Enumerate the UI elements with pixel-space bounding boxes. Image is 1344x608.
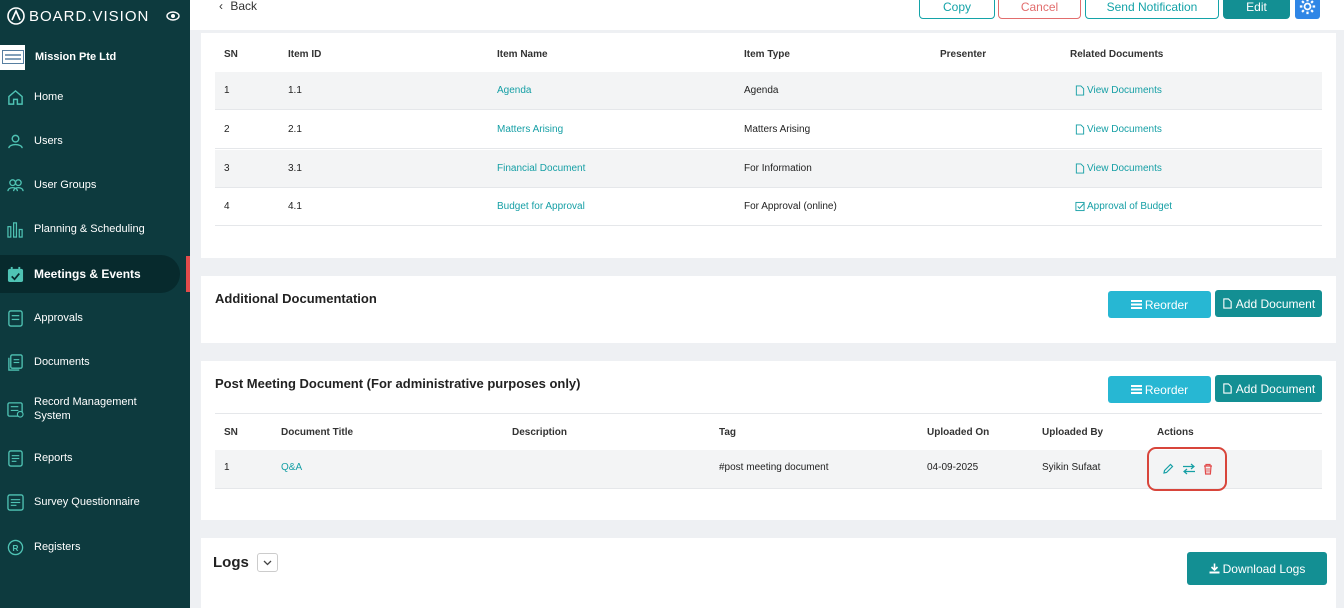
view-documents-label: View Documents: [1087, 163, 1162, 174]
column-header-sn: SN: [224, 427, 238, 438]
view-documents-link[interactable]: [1075, 163, 1162, 174]
table-row: [215, 72, 1322, 110]
row-item-name-link[interactable]: Financial Document: [497, 163, 586, 174]
edit-button[interactable]: Edit: [1223, 0, 1290, 19]
sidebar-item-reports[interactable]: [0, 439, 180, 477]
sidebar-item-label: Planning & Scheduling: [34, 223, 145, 235]
row-item-type: Matters Arising: [744, 124, 811, 135]
sidebar-item-approvals[interactable]: [0, 299, 180, 337]
agenda-items-card: [201, 33, 1336, 258]
row-item-id: 4.1: [288, 201, 302, 212]
sidebar-item-users[interactable]: [0, 122, 180, 160]
row-uploaded-on: 04-09-2025: [927, 462, 979, 473]
row-sn: 4: [224, 201, 230, 212]
add-document-label: Add Document: [1235, 296, 1316, 311]
logs-title: Logs: [213, 554, 249, 571]
view-documents-link[interactable]: [1075, 85, 1162, 96]
file-icon: [1075, 163, 1085, 174]
sidebar-item-label: Reports: [34, 452, 73, 464]
approval-icon: [7, 310, 24, 327]
row-item-name-link[interactable]: Agenda: [497, 85, 532, 96]
post-meeting-document-card: [201, 361, 1336, 520]
back-label: Back: [230, 0, 258, 13]
table-row: [215, 111, 1322, 149]
view-documents-label: View Documents: [1087, 85, 1162, 96]
sidebar-item-planning[interactable]: [0, 210, 180, 248]
brand-name: BOARD.VISION: [29, 7, 150, 25]
download-logs-label: Download Logs: [1222, 561, 1306, 576]
row-uploaded-by: Syikin Sufaat: [1042, 462, 1101, 473]
sidebar-item-record-management[interactable]: [0, 388, 180, 430]
column-header-item-type: Item Type: [744, 49, 790, 60]
document-title-link[interactable]: Q&A: [281, 462, 303, 473]
file-icon: [1222, 383, 1233, 394]
replace-arrows-icon[interactable]: [1182, 463, 1196, 475]
settings-button[interactable]: [1295, 0, 1320, 19]
column-header-document-title: Document Title: [281, 427, 354, 438]
row-item-type: For Information: [744, 163, 812, 174]
list-icon: [1131, 299, 1142, 310]
row-tag: #post meeting document: [719, 462, 829, 473]
sidebar-item-label: Documents: [34, 356, 90, 368]
divider: [215, 413, 1322, 414]
send-notification-button[interactable]: Send Notification: [1085, 0, 1219, 19]
sidebar: [0, 0, 190, 608]
column-header-sn: SN: [224, 49, 238, 60]
home-icon: [7, 89, 24, 106]
add-document-label: Add Document: [1235, 381, 1316, 396]
user-icon: [7, 133, 24, 150]
organization[interactable]: [0, 44, 190, 70]
row-item-id: 3.1: [288, 163, 302, 174]
reorder-button[interactable]: [1108, 291, 1211, 318]
table-row: [215, 150, 1322, 188]
reports-icon: [7, 450, 24, 467]
org-logo-icon: [2, 50, 24, 64]
column-header-description: Description: [512, 427, 568, 438]
user-group-icon: [7, 177, 24, 194]
sidebar-item-label: User Groups: [34, 179, 97, 191]
back-link[interactable]: ‹ Back: [219, 0, 258, 13]
row-item-id: 2.1: [288, 124, 302, 135]
org-name: Mission Pte Ltd: [35, 51, 117, 63]
trash-icon[interactable]: [1202, 463, 1214, 475]
sidebar-item-documents[interactable]: [0, 343, 180, 381]
view-documents-label: View Documents: [1087, 124, 1162, 135]
row-sn: 3: [224, 163, 230, 174]
row-item-type: For Approval (online): [744, 201, 837, 212]
column-header-related-documents: Related Documents: [1070, 49, 1164, 60]
column-header-uploaded-on: Uploaded On: [927, 427, 990, 438]
column-header-item-id: Item ID: [288, 49, 322, 60]
row-item-type: Agenda: [744, 85, 779, 96]
eye-toggle-icon[interactable]: [166, 9, 180, 23]
calendar-check-icon: [7, 266, 24, 283]
view-documents-link[interactable]: [1075, 124, 1162, 135]
row-sn: 1: [224, 85, 230, 96]
row-sn: 2: [224, 124, 230, 135]
brand-logo-icon: [6, 6, 26, 26]
org-logo: [0, 45, 25, 70]
sidebar-item-label: Registers: [34, 541, 81, 553]
row-sn: 1: [224, 462, 230, 473]
reorder-label: Reorder: [1144, 382, 1189, 397]
row-item-id: 1.1: [288, 85, 302, 96]
sidebar-item-label: Approvals: [34, 312, 83, 324]
column-header-presenter: Presenter: [940, 49, 987, 60]
column-header-tag: Tag: [719, 427, 737, 438]
approval-of-budget-link[interactable]: [1075, 201, 1172, 212]
sidebar-item-survey[interactable]: [0, 483, 180, 521]
reorder-label: Reorder: [1144, 297, 1189, 312]
registered-icon: [7, 539, 24, 556]
section-title: Additional Documentation: [215, 291, 377, 306]
additional-documentation-card: [201, 276, 1336, 343]
list-icon: [1131, 384, 1142, 395]
column-header-item-name: Item Name: [497, 49, 548, 60]
sidebar-item-label: Users: [34, 135, 63, 147]
table-row: [215, 188, 1322, 226]
svg-text:R: R: [12, 542, 19, 553]
edit-pencil-icon[interactable]: [1162, 463, 1174, 475]
column-header-actions: Actions: [1157, 427, 1194, 438]
approval-of-budget-label: Approval of Budget: [1087, 201, 1173, 212]
row-item-name-link[interactable]: Budget for Approval: [497, 201, 585, 212]
active-indicator: [186, 256, 190, 292]
sidebar-item-home[interactable]: [0, 78, 180, 116]
column-header-uploaded-by: Uploaded By: [1042, 427, 1104, 438]
file-icon: [1222, 298, 1233, 309]
sidebar-item-label: Home: [34, 91, 64, 103]
cancel-button[interactable]: Cancel: [998, 0, 1081, 19]
top-bar: [190, 0, 1344, 30]
survey-icon: [7, 494, 24, 511]
check-square-icon: [1075, 201, 1085, 212]
planning-icon: [7, 221, 24, 238]
row-item-name-link[interactable]: Matters Arising: [497, 124, 564, 135]
brand[interactable]: [6, 6, 186, 26]
sidebar-item-user-groups[interactable]: [0, 166, 180, 204]
add-document-button[interactable]: [1215, 375, 1322, 402]
logs-card: [201, 538, 1336, 608]
sidebar-item-label: Record Management System: [34, 396, 137, 422]
download-icon: [1209, 563, 1220, 574]
sidebar-item-registers[interactable]: [0, 528, 180, 566]
section-title: Post Meeting Document (For administrative purposes only): [215, 376, 581, 391]
chevron-down-icon: [263, 560, 272, 566]
record-icon: [7, 401, 24, 418]
file-icon: [1075, 85, 1085, 96]
add-document-button[interactable]: [1215, 290, 1322, 317]
actions-highlight: [1147, 447, 1227, 491]
sidebar-item-label: Meetings & Events: [34, 267, 141, 281]
download-logs-button[interactable]: [1187, 552, 1327, 585]
file-icon: [1075, 124, 1085, 135]
gear-icon: [1299, 0, 1316, 15]
copy-button[interactable]: Copy: [919, 0, 995, 19]
logs-toggle-button[interactable]: [257, 553, 278, 572]
documents-icon: [7, 354, 24, 371]
sidebar-item-meetings-events[interactable]: [0, 255, 180, 293]
sidebar-item-label: Survey Questionnaire: [34, 496, 140, 508]
reorder-button[interactable]: [1108, 376, 1211, 403]
